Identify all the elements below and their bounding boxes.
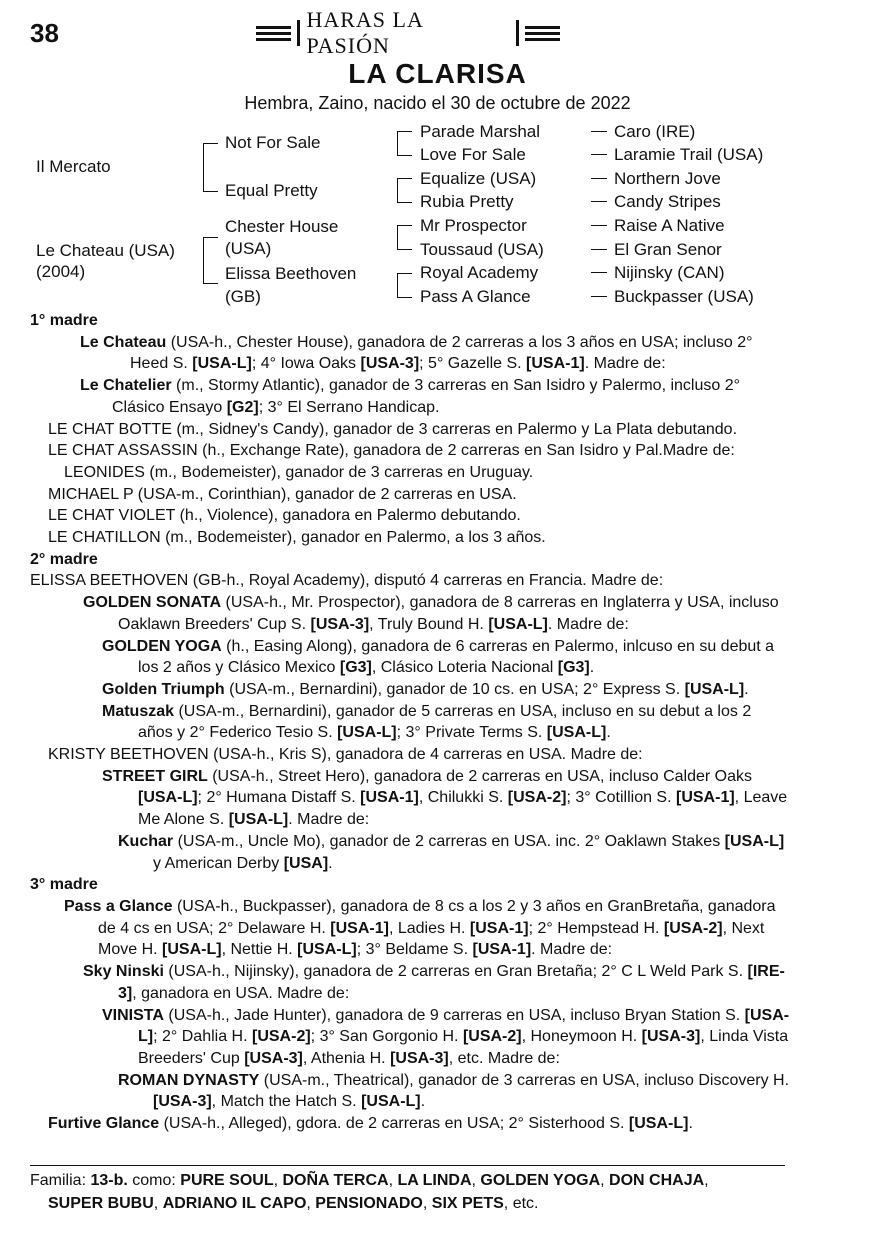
produce-entry [30,440,790,462]
text-run: ELISSA BEETHOVEN (GB-h., Royal Academy), disputó 4 carreras en Francia. Madre de: [30,572,664,590]
bold-text: 1° madre [30,312,98,329]
bracket-gen3 [397,225,412,250]
pedigree-gen3: Parade Marshal [420,122,541,141]
bracket-gen3 [397,178,412,203]
text-run: , Truly Bound H. [369,615,489,633]
text-run: , etc. [503,1195,539,1212]
text-run: LE CHAT VIOLET (h., Violence), ganadora en Palermo debutando. [48,507,521,525]
family-label: Familia: [30,1172,91,1189]
text-run: (USA-m., Bernardini), ganador de 10 cs. en USA; 2° Express S. [224,680,685,698]
dash-gen4 [591,131,607,132]
bold-text: Furtive Glance [48,1115,160,1133]
produce-entry [30,332,790,375]
bold-text: [USA-1] [330,919,389,937]
pedigree-gen3: Royal Academy [420,263,539,282]
bold-text: [USA-1] [360,789,419,807]
produce-entry [30,636,790,679]
produce-entry [30,592,790,635]
bold-text: 2° madre [30,550,98,568]
bold-text: [USA-L] [297,941,357,959]
produce-entry [30,505,790,527]
text-run: . Madre de: [288,811,370,829]
produce-entry [30,375,790,418]
produce-entry [30,831,790,874]
text-run: ; 3° Private Terms S. [396,724,547,742]
section-heading [30,310,790,332]
text-run: , [306,1195,316,1212]
text-run: , [471,1172,481,1189]
produce-entry [30,679,790,701]
section-heading [30,874,790,896]
text-run: ; 3° Cotillion S. [566,789,676,807]
text-run: ; 4° Iowa Oaks [251,355,361,373]
bold-text: [USA-1] [676,789,735,807]
text-run: , Athenia H. [302,1049,391,1067]
dash-gen4 [591,296,607,297]
text-run: . [688,1115,693,1133]
text-run: y American Derby [153,854,284,872]
bold-text: [IRE-3] [118,963,785,1002]
dash-gen4 [591,178,607,179]
pedigree-gen4: Buckpasser (USA) [614,287,754,306]
bold-text: [USA-L] [138,1006,790,1046]
produce-entry [30,484,790,506]
text-run: LE CHATILLON (m., Bodemeister), ganador en Palermo, a los 3 años. [48,529,546,547]
bold-text: STREET GIRL [102,767,208,785]
dash-gen4 [591,154,607,155]
text-run: , [422,1195,432,1212]
bracket-gen3 [397,273,412,298]
text-run: LE CHAT ASSASSIN (h., Exchange Rate), ganadora de 2 carreras en San Isidro y Pal.Madre de: [48,442,735,460]
family-line-2 [30,1192,790,1215]
bold-text: [USA-L] [228,811,289,829]
family-note [30,1169,790,1215]
bold-text: ROMAN DYNASTY [118,1071,260,1089]
brand-divider-right [516,20,519,46]
produce-entry [30,1113,790,1135]
dash-gen4 [591,272,607,273]
bold-text: GOLDEN YOGA [102,637,222,655]
text-run: ; 5° Gazelle S. [419,355,527,373]
bold-text: 3° madre [30,876,98,894]
family-line-1 [30,1169,790,1192]
bold-text: [USA-L] [337,724,397,742]
bold-text: 13-b. [90,1172,128,1189]
pedigree-dam: Le Chateau (USA) [36,241,175,260]
produce-entry [30,527,790,549]
brand-divider-left [297,20,300,46]
produce-entry [30,766,790,831]
bold-text: [USA-L] [724,832,785,850]
pedigree-sire: Il Mercato [36,157,111,176]
text-run: , Match the Hatch S. [211,1093,362,1111]
text-run: . Madre de: [584,355,666,373]
bold-text: [USA-L] [628,1115,689,1133]
text-run: LEONIDES (m., Bodemeister), ganador de 3 carreras en Uruguay. [64,463,534,481]
pedigree-gen3: Equalize (USA) [420,169,537,188]
bracket-dam [203,237,218,284]
bold-text: [USA-L] [192,355,252,373]
bold-text: Pass a Glance [64,897,173,915]
text-run: ; 2° Dahlia H. [153,1028,252,1046]
bold-text: [USA-L] [684,680,745,698]
text-run: (USA-h., Mr. Prospector), ganadora de 8 carreras en Inglaterra y USA, incluso Oaklawn Breeders' Cup S. [118,594,779,633]
text-run: MICHAEL P (USA-m., Corinthian), ganador de 2 carreras en USA. [48,485,517,503]
produce-entry [30,701,790,744]
bold-text: [USA-3] [641,1028,701,1046]
bold-text: PURE SOUL [180,1172,274,1189]
text-run: , [600,1172,610,1189]
text-run: . Madre de: [547,615,629,633]
text-run: (h., Easing Along), ganadora de 6 carreras en Palermo, inlcuso en su debut a los 2 años y Clásico Mexico [138,637,775,677]
text-run: , Linda Vista Breeders' Cup [138,1028,789,1067]
text-run: , Ladies H. [388,919,470,937]
brand-bars-left [256,26,291,41]
text-run: (USA-h., Buckpasser), ganadora de 8 cs a los 2 y 3 años en GranBretaña, ganadora de 4 cs en USA; 2° Delaware H. [98,897,776,937]
text-run: . [589,659,595,677]
bold-text: SIX PETS [431,1195,504,1212]
bold-text: VINISTA [102,1006,164,1024]
bold-text: [USA-2] [462,1028,522,1046]
bold-text: DON CHAJA [609,1172,705,1189]
pedigree-gen4: Caro (IRE) [614,122,696,141]
produce-entry [30,419,790,441]
bold-text: [USA-2] [507,789,567,807]
text-run: . [328,854,333,872]
bold-text: [USA-1] [469,919,529,937]
pedigree-gen4: El Gran Senor [614,240,722,259]
text-run: , [273,1172,283,1189]
bold-text: [USA-L] [361,1093,421,1111]
bold-text: PENSIONADO [315,1195,423,1212]
pedigree-gen3: Toussaud (USA) [420,240,544,259]
text-run: ; 2° Humana Distaff S. [197,789,361,807]
bold-text: [USA-L] [488,615,548,633]
brand-name: HARAS LA PASIÓN [306,7,423,58]
text-run: , Honeymoon H. [521,1028,642,1046]
bold-text: [USA-1] [526,355,585,373]
text-run: , [704,1172,709,1189]
produce-entry [30,1005,790,1070]
produce-entry [30,961,790,1004]
text-run: (USA-m., Bernardini), ganador de 5 carreras en USA, incluso en su debut a los 2 años y 2° Federico Tesio S. [138,702,752,742]
text-run: KRISTY BEETHOVEN (USA-h., Kris S), ganadora de 4 carreras en USA. Madre de: [48,746,643,764]
pedigree-gen4: Candy Stripes [614,192,721,211]
text-run: , [388,1172,398,1189]
bracket-gen3 [397,131,412,156]
bold-text: [USA-3] [153,1093,212,1111]
pedigree-gen4: Raise A Native [614,216,725,235]
text-run: , Clásico Loteria Nacional [371,659,558,677]
pedigree-gen2: Equal Pretty [225,181,318,200]
text-run: , Leave Me Alone S. [138,789,788,829]
pedigree-gen2: Not For Sale [225,133,321,152]
bracket-sire [203,143,218,192]
bold-text: Kuchar [118,832,174,850]
produce-entry [30,570,790,592]
text-run: . [606,724,611,742]
dash-gen4 [591,201,607,202]
text-run: ; 3° Beldame S. [356,941,473,959]
bold-text: [USA-2] [252,1028,311,1046]
section-heading [30,549,790,571]
pedigree-gen3: Rubia Pretty [420,192,514,211]
bold-text: [USA-1] [472,941,532,959]
bold-text: GOLDEN SONATA [83,594,222,612]
dash-gen4 [591,249,607,250]
horse-subtitle: Hembra, Zaino, nacido el 30 de octubre de 2022 [244,93,631,113]
text-run: LE CHAT BOTTE (m., Sidney's Candy), ganador de 3 carreras en Palermo y La Plata debutando. [48,420,738,438]
horse-name: LA CLARISA [348,58,527,89]
pedigree-gen2: Elissa Beethoven [225,264,357,283]
text-run: , Chilukki S. [418,789,508,807]
bold-text: Le Chatelier [80,377,172,395]
bold-text: Le Chateau [80,333,167,351]
dash-gen4 [591,225,607,226]
pedigree-gen2: (USA) [225,239,272,258]
bold-text: [G2] [226,398,259,416]
pedigree-gen3: Mr Prospector [420,216,527,235]
text-run: (USA-h., Alleged), gdora. de 2 carreras en USA; 2° Sisterhood S. [159,1115,629,1133]
text-run: (USA-m., Theatrical), ganador de 3 carreras en USA, incluso Discovery H. [259,1071,790,1089]
text-run: como: [127,1172,181,1189]
bold-text: [USA] [283,854,329,872]
footer-divider [30,1165,785,1166]
bold-text: ADRIANO IL CAPO [162,1195,307,1212]
brand-banner [256,7,560,58]
produce-entry [30,896,790,961]
bold-text: [G3] [339,659,372,677]
produce-record [30,310,790,1135]
bold-text: [USA-3] [244,1049,303,1067]
pedigree-gen3: Love For Sale [420,145,526,164]
bold-text: [USA-L] [546,724,607,742]
bold-text: [G3] [557,659,590,677]
bold-text: [USA-3] [390,1049,449,1067]
pedigree-dam-year: (2004) [36,262,86,281]
bold-text: [USA-L] [162,941,222,959]
bold-text: [USA-3] [360,355,420,373]
text-run: , Next Move H. [98,919,765,959]
bold-text: Golden Triumph [102,680,225,698]
text-run: , Nettie H. [221,941,298,959]
bold-text: [USA-2] [663,919,723,937]
text-run: , ganadora en USA. Madre de: [132,984,350,1002]
bold-text: GOLDEN YOGA [480,1172,601,1189]
pedigree-gen4: Northern Jove [614,169,721,188]
text-run: ; 2° Hempstead H. [528,919,664,937]
bold-text: DOÑA TERCA [282,1172,389,1189]
produce-entry [30,462,790,484]
text-run: . Madre de: [531,941,613,959]
text-run: , [153,1195,163,1212]
text-run: . [420,1093,426,1111]
text-run: (USA-h., Jade Hunter), ganadora de 9 carreras en USA, incluso Bryan Station S. [163,1006,745,1024]
text-run: ; 3° San Gorgonio H. [310,1028,463,1046]
text-run: ; 3° El Serrano Handicap. [258,398,440,416]
pedigree-gen4: Laramie Trail (USA) [614,145,764,164]
bold-text: Matuszak [102,702,175,720]
produce-entry [30,744,790,766]
bold-text: [USA-3] [310,615,370,633]
produce-entry [30,1070,790,1113]
text-run: , etc. Madre de: [448,1049,560,1067]
bold-text: Sky Ninski [83,963,164,981]
bold-text: [USA-L] [138,789,198,807]
text-run: (m., Stormy Atlantic), ganador de 3 carreras en San Isidro y Palermo, incluso 2° Clásico Ensayo [112,377,741,416]
text-run: . [744,680,749,698]
pedigree-gen2: (GB) [225,287,261,306]
brand-bars-right [525,26,560,41]
bold-text: LA LINDA [397,1172,472,1189]
pedigree-gen2: Chester House [225,217,339,236]
text-run: (USA-m., Uncle Mo), ganador de 2 carreras en USA. inc. 2° Oaklawn Stakes [173,832,725,850]
pedigree-gen3: Pass A Glance [420,287,531,306]
page-number: 38 [30,18,59,48]
bold-text: SUPER BUBU [48,1195,154,1212]
text-run: (USA-h., Street Hero), ganadora de 2 carreras en USA, incluso Calder Oaks [207,767,753,785]
text-run: (USA-h., Chester House), ganadora de 2 carreras a los 3 años en USA; incluso 2° Heed S. [130,333,753,373]
pedigree-gen4: Nijinsky (CAN) [614,263,725,282]
text-run: (USA-h., Nijinsky), ganadora de 2 carreras en Gran Bretaña; 2° C L Weld Park S. [163,963,748,981]
